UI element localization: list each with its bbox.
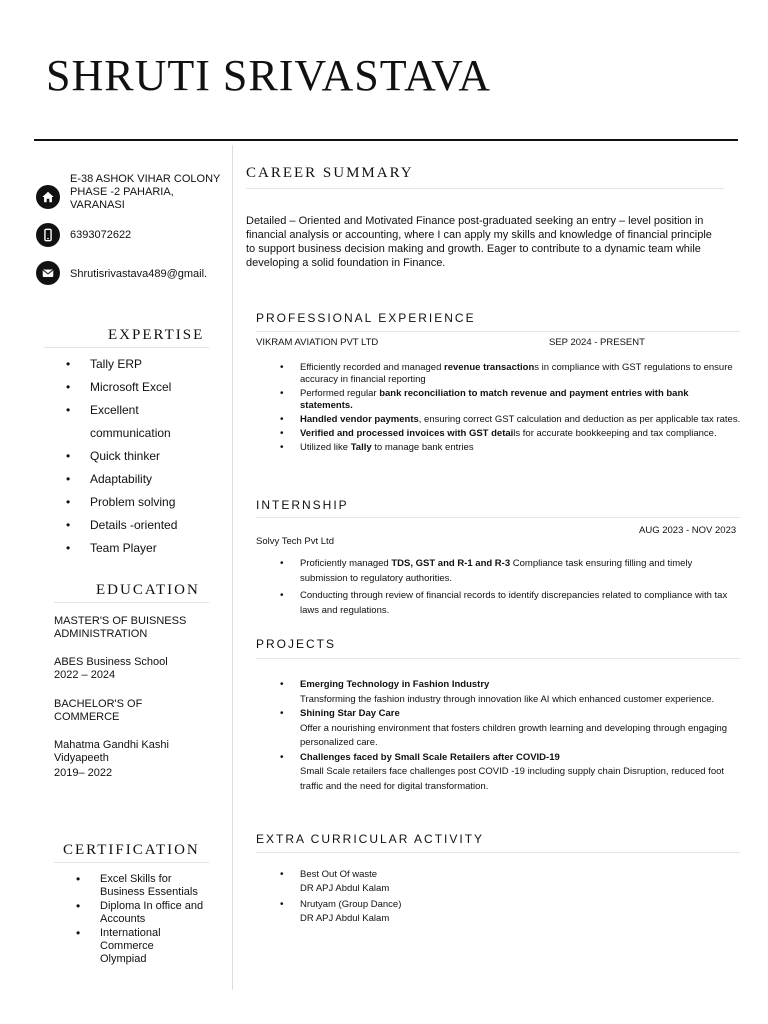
project-list [256, 678, 742, 794]
column-divider [232, 145, 233, 990]
extra-rule [256, 852, 740, 853]
experience-bullet-bold: Tally [350, 442, 372, 453]
phone-icon [36, 223, 60, 247]
internship-rule [256, 517, 740, 518]
activity-item [256, 868, 742, 896]
education-school: Mahatma Gandhi Kashi Vidyapeeth [54, 739, 169, 764]
experience-bullet [256, 362, 742, 386]
education-degree: MASTER'S OF BUISNESS ADMINISTRATION [54, 615, 187, 640]
extra-heading: EXTRA CURRICULAR ACTIVITY [256, 832, 485, 846]
summary-heading: CAREER SUMMARY [246, 165, 414, 181]
certification-item: • International Commerce Olympiad [76, 927, 180, 966]
experience-bullet-text: s in compliance with GST regulations to ensure accuracy in financial reporting [300, 362, 733, 385]
experience-bullet [256, 428, 742, 440]
certification-item: • Excel Skills for Business Essentials [76, 873, 216, 899]
experience-bullets [256, 362, 742, 456]
project-description: Offer a nourishing environment that fosters children growth learning and developing through engaging personalized care. [300, 722, 728, 748]
certification-list [76, 873, 216, 966]
expertise-item: • Excellent communication [66, 399, 170, 445]
experience-bullet-text: Efficiently recorded and managed [300, 362, 444, 373]
education-years: 2022 – 2024 [54, 669, 116, 681]
internship-dates: AUG 2023 - NOV 2023 [639, 525, 737, 536]
project-title: Shining Star Day Care [300, 708, 400, 719]
activity-item [256, 898, 742, 926]
activity-subtitle: DR APJ Abdul Kalam [300, 883, 390, 894]
expertise-item: • Team Player [66, 537, 216, 560]
activity-title: Best Out Of waste [300, 869, 378, 880]
project-description: Small Scale retailers face challenges post COVID -19 including supply chain Disruption, reduced foot traffic and the need for digital transformation. [300, 766, 725, 792]
internship-bullet-text: Proficiently managed [300, 558, 392, 569]
expertise-rule [44, 347, 209, 348]
education-degree: BACHELOR'S OF COMMERCE [54, 698, 143, 723]
education-years: 2019– 2022 [54, 767, 113, 779]
email-icon [36, 261, 60, 285]
certification-heading: CERTIFICATION [63, 842, 200, 858]
experience-bullet-text: ls for accurate bookkeeping and tax compliance. [513, 428, 717, 439]
certification-item: • Diploma In office and Accounts [76, 900, 216, 926]
expertise-item: • Details -oriented [66, 514, 216, 537]
internship-bullet-bold: TDS, GST and R-1 and R-3 [391, 558, 511, 569]
phone-text: 6393072622 [70, 229, 132, 241]
experience-bullet-bold: Handled vendor payments [300, 414, 419, 425]
experience-bullet-text: , ensuring correct GST calculation and deduction as per applicable tax rates. [418, 414, 741, 425]
experience-dates: SEP 2024 - PRESENT [549, 337, 645, 348]
experience-bullet-text: Utilized like [300, 442, 351, 453]
experience-bullet [256, 388, 742, 412]
internship-bullet [256, 588, 742, 618]
education-heading: EDUCATION [96, 582, 200, 598]
project-description: Transforming the fashion industry through innovation like AI which enhanced customer experience. [300, 693, 715, 705]
home-icon [36, 185, 60, 209]
experience-bullet-text: Performed regular [300, 388, 380, 399]
experience-bullet-bold: Verified and processed invoices with GST detai [300, 428, 514, 439]
experience-heading: PROFESSIONAL EXPERIENCE [256, 311, 476, 325]
experience-bullet [256, 414, 742, 426]
experience-company: VIKRAM AVIATION PVT LTD [256, 337, 379, 348]
internship-bullet-text: Compliance task ensuring filling and timely submission to regulatory authorities. [300, 558, 693, 584]
education-rule [54, 602, 209, 603]
project-title: Emerging Technology in Fashion Industry [300, 679, 490, 690]
expertise-item: • Quick thinker [66, 445, 216, 468]
expertise-heading: EXPERTISE [108, 327, 205, 343]
experience-bullet-bold: bank reconciliation to match revenue and payment entries with bank statements. [300, 388, 689, 411]
experience-rule [256, 331, 740, 332]
projects-heading: PROJECTS [256, 637, 337, 651]
email-text: Shrutisrivastava489@gmail. [70, 268, 208, 280]
internship-bullets [256, 556, 742, 620]
experience-bullet [256, 442, 742, 454]
project-title: Challenges faced by Small Scale Retailers after COVID-19 [300, 751, 560, 763]
candidate-name: SHRUTI SRIVASTAVA [46, 51, 492, 100]
certification-rule [54, 862, 209, 863]
experience-bullet-text: to manage bank entries [371, 442, 474, 453]
summary-text: Detailed – Oriented and Motivated Finance post-graduated seeking an entry – level position in financial analysis or accounting, where I can apply my skills and knowledge of financial principle to support business decision making and growth. Eager to contribute to a dynamic team while developing a solid foundation in Finance. [246, 215, 712, 269]
expertise-list [66, 353, 216, 560]
internship-heading: INTERNSHIP [256, 498, 349, 512]
internship-company: Solvy Tech Pvt Ltd [256, 536, 334, 547]
project-item [256, 707, 742, 751]
expertise-item: • Problem solving [66, 491, 216, 514]
expertise-item: • Adaptability [66, 468, 216, 491]
experience-bullet-bold: revenue transaction [444, 362, 535, 373]
projects-rule [256, 658, 740, 659]
header-divider [34, 139, 738, 141]
extra-list [256, 868, 742, 928]
project-item [256, 678, 742, 707]
address-text: E-38 ASHOK VIHAR COLONY PHASE -2 PAHARIA, VARANASI [70, 173, 221, 211]
internship-bullet [256, 556, 742, 586]
activity-title: Nrutyam (Group Dance) [300, 899, 402, 910]
expertise-item: • Tally ERP [66, 353, 216, 376]
project-item [256, 751, 742, 795]
expertise-item: • Microsoft Excel [66, 376, 216, 399]
internship-bullet-text: Conducting through review of financial records to identify discrepancies related to compliance with tax laws and regulations. [300, 590, 728, 616]
summary-rule [246, 188, 724, 189]
education-school: ABES Business School [54, 656, 168, 668]
activity-subtitle: DR APJ Abdul Kalam [300, 913, 390, 924]
